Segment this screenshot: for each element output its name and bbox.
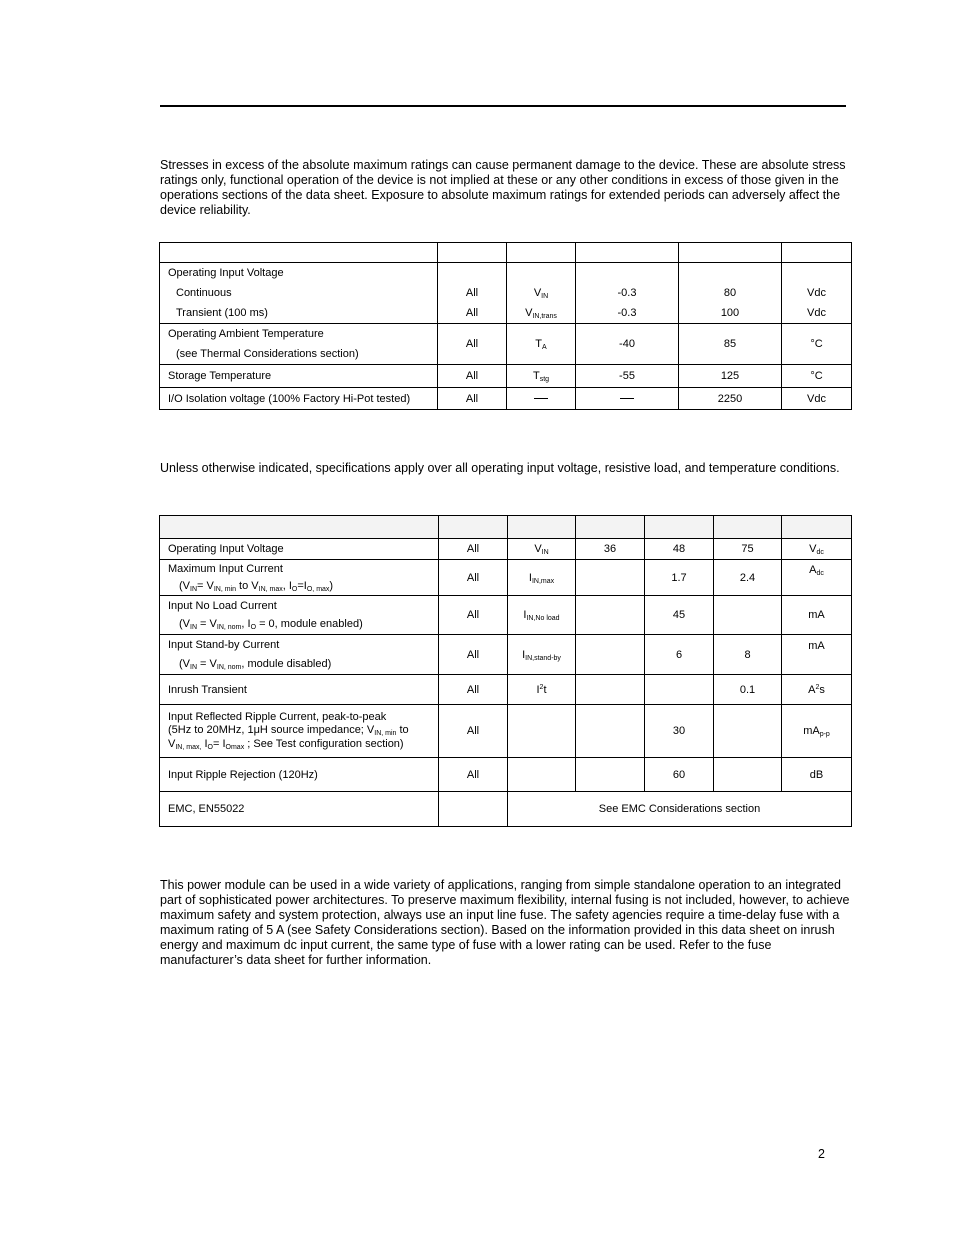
- unit-cell: mA: [782, 635, 852, 675]
- min-cell: -0.3: [617, 287, 637, 299]
- table-header-row: [160, 516, 852, 539]
- max-cell: [714, 758, 782, 792]
- min-cell: [576, 758, 645, 792]
- param-label: I/O Isolation voltage (100% Factory Hi-Pot tested): [160, 388, 438, 410]
- param-label: Input Reflected Ripple Current, peak-to-peak: [168, 710, 387, 723]
- unit-cell: °C: [782, 365, 852, 388]
- table-header-row: [160, 243, 852, 263]
- symbol-cell: $T_{stg}$: [507, 365, 576, 388]
- symbol-cell: $T_A$: [507, 324, 576, 365]
- table-row: [160, 792, 852, 827]
- device-cell: [439, 792, 508, 827]
- symbol-cell: [508, 758, 576, 792]
- abs-max-intro: Stresses in excess of the absolute maximum ratings can cause permanent damage to the device. These are absolute stress ratings only, functional operation of the device is not implied at these or any other conditions in excess of those given in the operations sections of the data sheet. Exposure to absolute maximum ratings for extended periods can adversely affect the device reliability.: [160, 158, 846, 217]
- max-cell: 125: [679, 365, 782, 388]
- table-row: [160, 324, 852, 365]
- min-cell: -0.3: [617, 307, 637, 319]
- param-sublabel: (see Thermal Considerations section): [176, 348, 359, 360]
- param-label: Inrush Transient: [160, 675, 439, 705]
- typ-cell: 60: [645, 758, 714, 792]
- unit-cell: dB: [782, 758, 852, 792]
- max-cell: 80: [723, 287, 737, 299]
- emc-note-cell: See EMC Considerations section: [508, 792, 852, 827]
- param-label: Input Ripple Rejection (120Hz): [160, 758, 439, 792]
- symbol-cell: $V_{IN}$: [508, 539, 576, 560]
- max-cell: 8: [714, 635, 782, 675]
- table-row: [160, 596, 852, 635]
- device-cell: All: [439, 758, 508, 792]
- symbol-cell: $I_{IN,stand-by}$: [508, 635, 576, 675]
- min-cell: -40: [576, 324, 679, 365]
- max-cell: 2.4: [714, 560, 782, 596]
- typ-cell: [645, 675, 714, 705]
- unit-cell: $V_{dc}$: [782, 539, 852, 560]
- param-label: Operating Input Voltage: [160, 539, 439, 560]
- unit-cell: °C: [782, 324, 852, 365]
- unit-cell: $mA_{p-p}$: [782, 705, 852, 758]
- table-row: [160, 388, 852, 410]
- symbol-cell: $V_{IN,trans}$: [525, 307, 557, 320]
- typ-cell: 6: [645, 635, 714, 675]
- min-cell: -55: [576, 365, 679, 388]
- dash-mark: [620, 398, 634, 399]
- table-row: [160, 560, 852, 596]
- min-cell: [576, 635, 645, 675]
- param-condition: (5Hz to 20MHz, 1μH source impedance; $V_{IN, min}$ to $V_{IN, max,}$ $I_O= I_{Omax}$ ; See Test configuration section): [168, 724, 409, 751]
- fuse-paragraph: This power module can be used in a wide variety of applications, ranging from simple standalone operation to an integrated part of sophisticated power architectures. To preserve maximum flexibility, internal fusing is not included, however, to achieve maximum safety and system protection, always use an input line fuse. The safety agencies require a time-delay fuse with a maximum rating of 5 A (see Safety Considerations section). Based on the information provided in this data sheet on inrush energy and maximum dc input current, the same type of fuse with a lower rating can be used. Refer to the fuse manufacturer’s data sheet for further information.: [160, 878, 850, 967]
- table-row: [160, 758, 852, 792]
- max-cell: 75: [714, 539, 782, 560]
- table-row: [160, 365, 852, 388]
- dash-cell: [576, 388, 679, 410]
- device-cell: All: [438, 365, 507, 388]
- device-cell: All: [439, 705, 508, 758]
- device-cell: All: [465, 307, 479, 319]
- param-label: Storage Temperature: [160, 365, 438, 388]
- unit-cell: mA: [782, 596, 852, 635]
- unit-cell: Vdc: [807, 307, 826, 319]
- typ-cell: 45: [645, 596, 714, 635]
- device-cell: All: [465, 287, 479, 299]
- param-label: EMC, EN55022: [160, 792, 439, 827]
- device-cell: All: [438, 324, 507, 365]
- dash-mark: [534, 398, 548, 399]
- symbol-cell: $V_{IN}$: [533, 287, 549, 300]
- param-label: Operating Input Voltage: [168, 267, 284, 279]
- table-row: [160, 263, 852, 324]
- typ-cell: 30: [645, 705, 714, 758]
- param-condition: ($V_{IN} = V_{IN, nom}$, module disabled): [179, 658, 332, 671]
- min-cell: [576, 560, 645, 596]
- symbol-cell: $I_{IN,max}$: [508, 560, 576, 596]
- unit-cell: $A^2s$: [782, 675, 852, 705]
- param-label: Maximum Input Current: [168, 562, 283, 575]
- table-row: [160, 539, 852, 560]
- device-cell: All: [438, 388, 507, 410]
- max-cell: 2250: [679, 388, 782, 410]
- device-cell: All: [439, 539, 508, 560]
- spec-note: Unless otherwise indicated, specifications apply over all operating input voltage, resistive load, and temperature conditions.: [160, 461, 840, 475]
- typ-cell: 48: [645, 539, 714, 560]
- symbol-cell: [508, 705, 576, 758]
- param-sublabel: Continuous: [176, 287, 232, 299]
- param-label: Input Stand-by Current: [168, 639, 280, 651]
- unit-cell: Vdc: [782, 388, 852, 410]
- typ-cell: 1.7: [645, 560, 714, 596]
- dash-cell: [507, 388, 576, 410]
- max-cell: 100: [720, 307, 740, 319]
- param-label: Operating Ambient Temperature: [168, 328, 324, 340]
- max-cell: 0.1: [714, 675, 782, 705]
- device-cell: All: [439, 560, 508, 596]
- unit-cell: $A_{dc}$: [782, 560, 852, 596]
- param-label: Input No Load Current: [168, 600, 277, 612]
- min-cell: [576, 596, 645, 635]
- table-row: [160, 635, 852, 675]
- header-rule: [160, 105, 846, 107]
- max-cell: 85: [679, 324, 782, 365]
- max-cell: [714, 596, 782, 635]
- param-condition: ($V_{IN} = V_{IN, nom}$, $I_O = 0$, module enabled): [179, 618, 363, 631]
- param-sublabel: Transient (100 ms): [176, 307, 268, 319]
- max-cell: [714, 705, 782, 758]
- unit-cell: Vdc: [807, 287, 826, 299]
- table-row: [160, 675, 852, 705]
- device-cell: All: [439, 596, 508, 635]
- min-cell: [576, 675, 645, 705]
- param-condition: ($V_{IN}= V_{IN, min}$ to $V_{IN, max}$, $I_O=I_{O, max}$): [179, 579, 334, 593]
- input-spec-table: [159, 515, 852, 827]
- page-number: 2: [818, 1147, 825, 1161]
- abs-max-table: [159, 242, 852, 410]
- device-cell: All: [439, 635, 508, 675]
- symbol-cell: $I_{IN,No load}$: [508, 596, 576, 635]
- symbol-cell: $I^2t$: [508, 675, 576, 705]
- min-cell: [576, 705, 645, 758]
- min-cell: 36: [576, 539, 645, 560]
- device-cell: All: [439, 675, 508, 705]
- table-row: [160, 705, 852, 758]
